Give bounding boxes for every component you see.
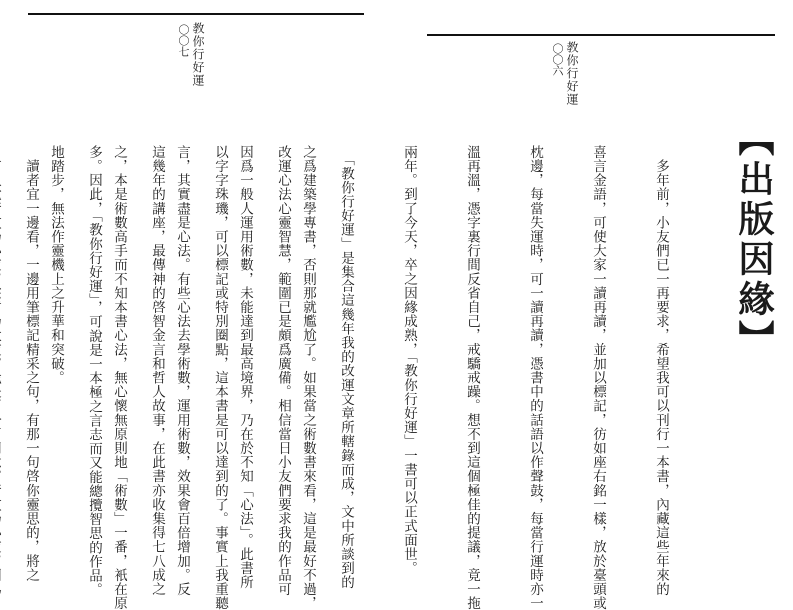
right-text-line: 改運心法心靈智慧，範圍已是頗爲廣備。相信當日小友們要求我的作品可 xyxy=(275,145,291,597)
left-text-line: 之爲建築學專書，否則那就尷尬了。如果當之術數書來看，這是最好不過， xyxy=(300,145,316,610)
section-title: 【出版因緣】 xyxy=(733,120,774,360)
right-text-line: 枕邊，每當失運時，可一讀再讀，憑書中的話語以作聲鼓，每當行運時亦一 xyxy=(527,145,543,610)
left-page-number: 〇〇七 xyxy=(177,24,190,57)
left-text-line: 之，本是術數高手而不知本書心法，無心懷無原則地「術數」一番，衹在原 xyxy=(111,145,127,610)
right-text-line: 以字字珠璣，可以標記或特別圈點，這本書是可以達到的了。事實上我重聽 xyxy=(212,145,228,610)
left-text-line: 地踏步，無法作靈機上之升華和突破。 xyxy=(48,145,64,385)
left-page-header-rule xyxy=(28,13,364,15)
right-text-line: 喜言金語，可使大家一讀再讀，並加以標記，彷如座右銘一樣，放於臺頭或 xyxy=(590,145,606,610)
right-text-line: 讀者宜一邊看，一邊用筆標記精采之句，有那一句啓你靈思的，將之 xyxy=(23,145,39,583)
right-text-line: 兩年。到了今天，卒之因緣成熟，「教你行好運」一書可以正式面世。 xyxy=(401,145,417,576)
right-text-line: 「教你行好運」是集合這幾年我的改運文章所轄錄而成，文中所談到的 xyxy=(338,145,354,590)
right-running-header: 教你行好運 xyxy=(565,41,579,106)
right-text-line: 這幾年的講座，最傳神的啓智金言和哲人故事，在此書亦收集得七八成之 xyxy=(149,145,165,597)
left-text-line: 言，其實盡是心法。有些心法去學術數，運用術數，效果會百倍增加。反 xyxy=(174,145,190,597)
right-page-header-rule xyxy=(427,34,775,36)
right-text-line: 多。因此，「教你行好運」，可說是一本極之言志而又能總攬智思的作品。 xyxy=(86,145,102,597)
right-text-line: 多年前，小友們已一再要求，希望我可以刊行一本書，內藏這些年來的 xyxy=(653,145,669,597)
left-text-line: 因爲一般人運用術數，未能達到最高境界，乃在於不知「心法」。此書所 xyxy=(237,145,253,590)
right-page-number: 〇〇六 xyxy=(551,43,564,76)
left-running-header: 教你行好運 xyxy=(191,22,205,87)
right-text-line: 溫再溫，憑字裏行間反省自己，戒驕戒躁。想不到這個極佳的提議，竟一拖 xyxy=(464,145,480,610)
